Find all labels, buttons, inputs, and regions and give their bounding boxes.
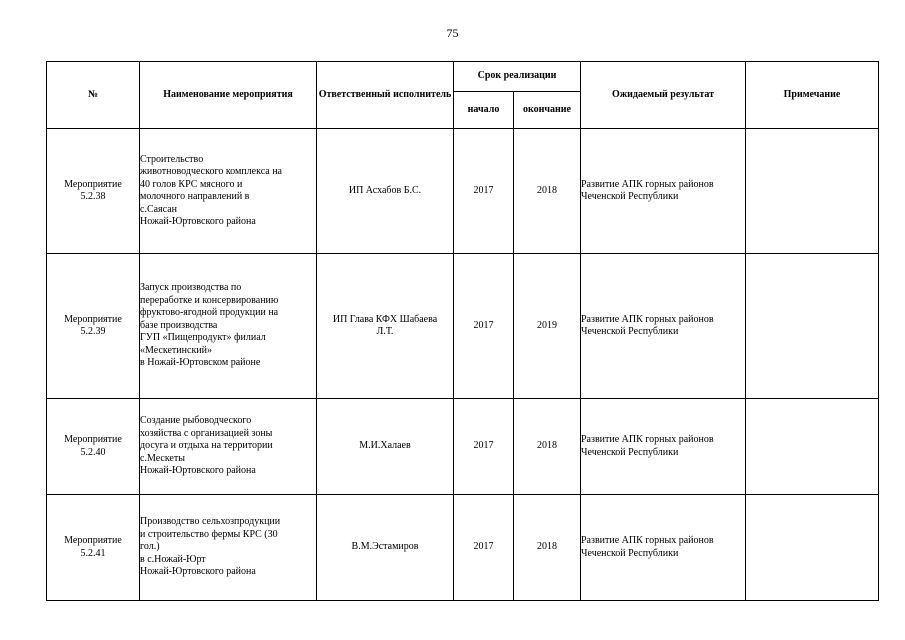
row-start: 2017: [454, 495, 514, 601]
row-note: [746, 399, 879, 495]
row-number: Мероприятие 5.2.39: [47, 254, 140, 399]
header-responsible: Ответственный исполнитель: [317, 62, 454, 129]
row-note: [746, 129, 879, 254]
row-end: 2018: [514, 129, 581, 254]
row-name: Строительство животноводческого комплекса на 40 голов КРС мясного и молочного направлений в с.Саясан Ножай-Юртовского района: [140, 129, 317, 254]
row-result: Развитие АПК горных районов Чеченской Республики: [581, 399, 746, 495]
row-note: [746, 495, 879, 601]
page-number: 75: [446, 26, 459, 40]
row-responsible: ИП Глава КФХ Шабаева Л.Т.: [317, 254, 454, 399]
header-name: Наименование мероприятия: [140, 62, 317, 129]
header-period: Срок реализации: [454, 62, 581, 92]
header-result: Ожидаемый результат: [581, 62, 746, 129]
row-start: 2017: [454, 399, 514, 495]
row-responsible: ИП Асхабов Б.С.: [317, 129, 454, 254]
table-row: [47, 129, 879, 254]
row-start: 2017: [454, 129, 514, 254]
row-number: Мероприятие 5.2.38: [47, 129, 140, 254]
row-name: Создание рыбоводческого хозяйства с организацией зоны досуга и отдыха на территории с.Мескеты Ножай-Юртовского района: [140, 399, 317, 495]
row-end: 2018: [514, 495, 581, 601]
row-name: Производство сельхозпродукции и строительство фермы КРС (30 гол.) в с.Ножай-Юрт Ножай-Юртовского района: [140, 495, 317, 601]
header-end: окончание: [514, 92, 581, 129]
table-row: [47, 254, 879, 399]
header-number: №: [47, 62, 140, 129]
row-end: 2019: [514, 254, 581, 399]
row-responsible: М.И.Халаев: [317, 399, 454, 495]
row-result: Развитие АПК горных районов Чеченской Республики: [581, 129, 746, 254]
row-result: Развитие АПК горных районов Чеченской Республики: [581, 254, 746, 399]
row-result: Развитие АПК горных районов Чеченской Республики: [581, 495, 746, 601]
table-row: [47, 495, 879, 601]
row-responsible: В.М.Эстамиров: [317, 495, 454, 601]
row-start: 2017: [454, 254, 514, 399]
row-end: 2018: [514, 399, 581, 495]
row-number: Мероприятие 5.2.41: [47, 495, 140, 601]
measures-table: [46, 61, 879, 601]
table-row: [47, 399, 879, 495]
row-note: [746, 254, 879, 399]
row-name: Запуск производства по переработке и консервированию фруктово-ягодной продукции на базе производства ГУП «Пищепродукт» филиал «Мескетинский» в Ножай-Юртовском районе: [140, 254, 317, 399]
header-start: начало: [454, 92, 514, 129]
row-number: Мероприятие 5.2.40: [47, 399, 140, 495]
header-note: Примечание: [746, 62, 879, 129]
